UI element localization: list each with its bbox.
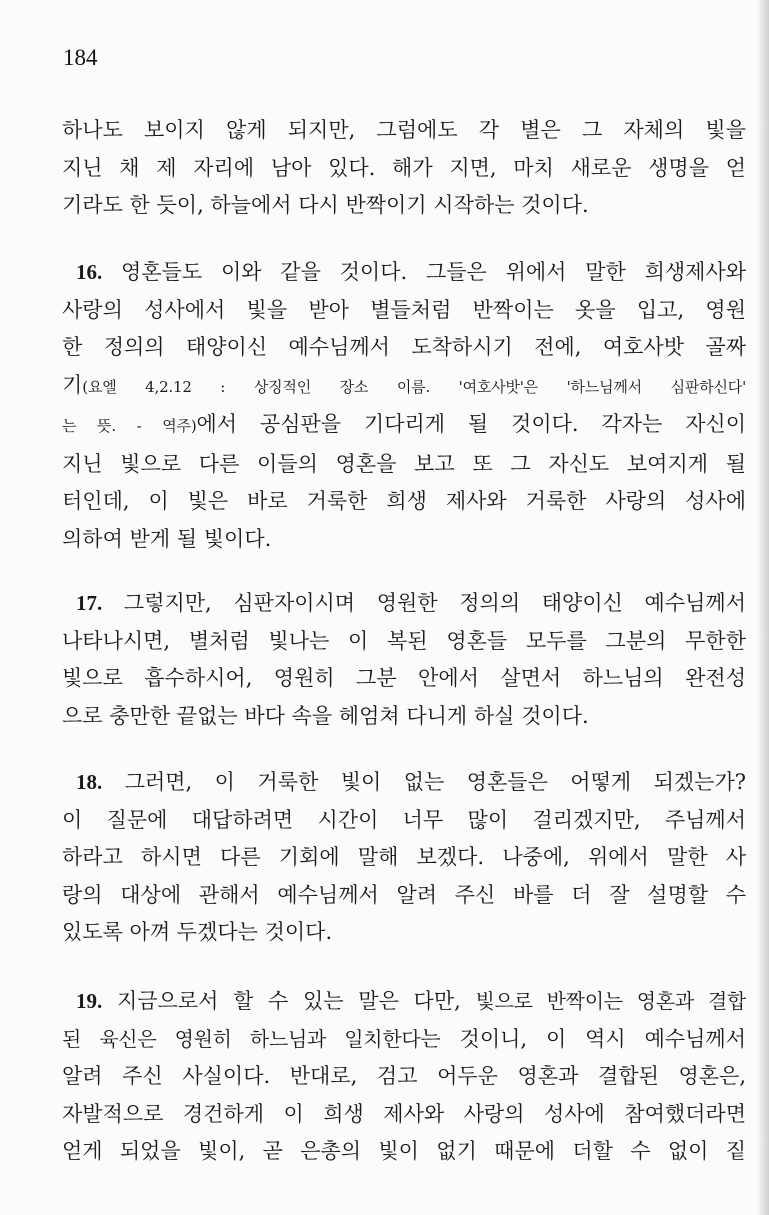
translator-note: 는 뜻. - 역주)	[62, 417, 197, 435]
page-edge-shadow	[757, 0, 769, 1215]
text-line: 나타나시면, 별처럼 빛나는 이 복된 영혼들 모두를 그분의 무한한	[62, 628, 746, 653]
text-line: 16. 영혼들도 이와 같을 것이다. 그들은 위에서 말한 희생제사와	[76, 260, 746, 284]
text-line: 자발적으로 경건하게 이 희생 제사와 사랑의 성사에 참여했더라면	[62, 1101, 746, 1126]
translator-note: (요엘 4,2.12 : 상징적인 장소 이름. '여호사밧'은 '하느님께서 심판하신다'	[82, 377, 746, 396]
intro-paragraph	[62, 112, 746, 225]
emphasized-text: 된 육신은 영원히 하느님과 일치한다	[62, 1026, 421, 1051]
text-line: 한 정의의 태양이신 예수님께서 도착하시기 전에, 여호사밧 골짜	[62, 335, 746, 359]
text-line: 는 뜻. - 역주)에서 공심판을 기다리게 될 것이다. 각자는 자신이	[62, 412, 746, 436]
text-line: 알려 주신 사실이다. 반대로, 검고 어두운 영혼과 결합된 영혼은,	[62, 1064, 746, 1088]
text-line: 기(요엘 4,2.12 : 상징적인 장소 이름. '여호사밧'은 '하느님께서 심판하신다'	[62, 372, 746, 397]
paragraph-18	[62, 764, 746, 952]
paragraph-number: 19.	[76, 989, 103, 1013]
page-number: 184	[63, 45, 98, 70]
text-line: 으로 충만한 끝없는 바다 속을 헤엄쳐 다니게 하실 것이다.	[62, 703, 589, 728]
text-line: 하라고 하시면 다른 기회에 말해 보겠다. 나중에, 위에서 말한 사	[62, 845, 746, 869]
text-line: 19. 지금으로서 할 수 있는 말은 다만, 빛으로 반짝이는 영혼과 결합	[76, 989, 746, 1013]
text-line: 이 질문에 대답하려면 시간이 너무 많이 걸리겠지만, 주님께서	[62, 807, 746, 832]
text-line: 사랑의 성사에서 빛을 받아 별들처럼 반짝이는 옷을 입고, 영원	[62, 297, 746, 322]
text-line: 랑의 대상에 관해서 예수님께서 알려 주신 바를 더 잘 설명할 수	[62, 882, 746, 907]
text-line: 있도록 아껴 두겠다는 것이다.	[62, 920, 333, 944]
text-line: 의하여 받게 될 빛이다.	[62, 526, 272, 551]
text-line: 기라도 한 듯이, 하늘에서 다시 반짝이기 시작하는 것이다.	[62, 193, 589, 217]
paragraph-17	[62, 585, 746, 735]
paragraph-number: 16.	[76, 260, 103, 284]
paragraph-number: 18.	[76, 770, 103, 794]
paragraph-19	[62, 983, 746, 1171]
text-line: 얻게 되었을 빛이, 곧 은총의 빛이 없기 때문에 더할 수 없이 짙	[62, 1139, 746, 1163]
emphasized-text: 빛으로 반짝이는 영혼과 결합	[475, 989, 746, 1013]
text-line: 터인데, 이 빛은 바로 거룩한 희생 제사와 거룩한 사랑의 성사에	[62, 489, 746, 513]
text-line: 지닌 빛으로 다른 이들의 영혼을 보고 또 그 자신도 보여지게 될	[62, 451, 746, 476]
text-line: 17. 그렇지만, 심판자이시며 영원한 정의의 태양이신 예수님께서	[76, 591, 746, 615]
text-line: 하나도 보이지 않게 되지만, 그럼에도 각 별은 그 자체의 빛을	[62, 118, 746, 142]
text-line: 된 육신은 영원히 하느님과 일치한다는 것이니, 이 역시 예수님께서	[62, 1026, 746, 1051]
text-line: 지닌 채 제 자리에 남아 있다. 해가 지면, 마치 새로운 생명을 얻	[62, 155, 746, 180]
text-line: 빛으로 흡수하시어, 영원히 그분 안에서 살면서 하느님의 완전성	[62, 666, 746, 690]
paragraph-number: 17.	[76, 591, 103, 615]
paragraph-16	[62, 254, 746, 558]
text-line: 18. 그러면, 이 거룩한 빛이 없는 영혼들은 어떻게 되겠는가?	[76, 770, 746, 794]
